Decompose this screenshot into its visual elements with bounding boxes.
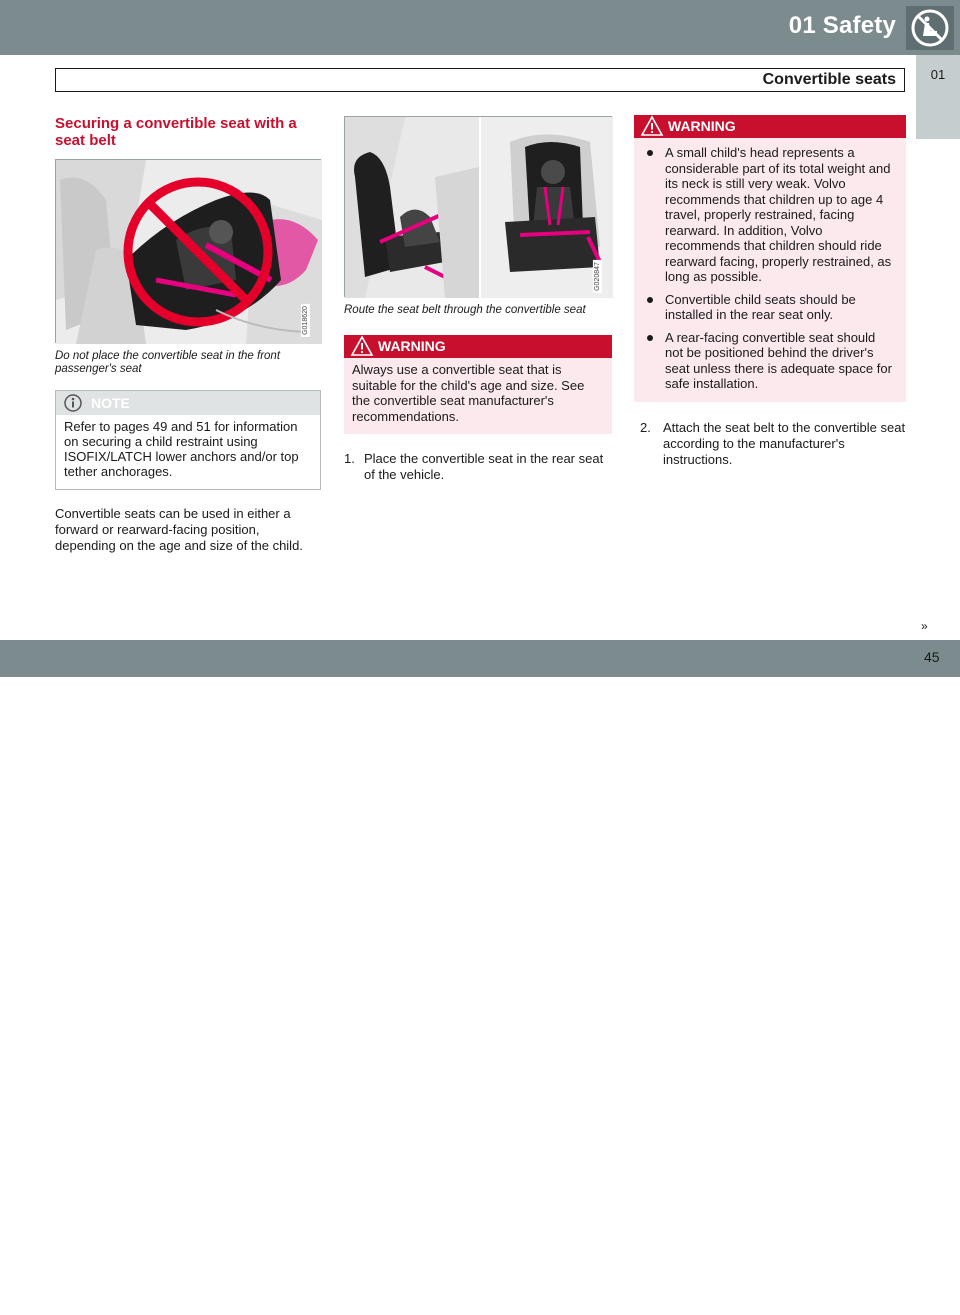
warning-triangle-icon xyxy=(351,336,373,356)
chapter-title: 01 Safety xyxy=(788,12,896,39)
section-heading: Securing a convertible seat with a seat belt xyxy=(55,115,297,149)
no-child-seat-icon xyxy=(906,6,954,50)
belt-routing-illustration xyxy=(345,117,613,298)
chapter-side-tab xyxy=(916,55,960,139)
figure-front-seat-prohibited xyxy=(55,159,321,343)
header-band xyxy=(0,0,960,55)
warning-box xyxy=(634,115,906,402)
figure-seat-belt-routing xyxy=(344,116,612,297)
page-number: 45 xyxy=(924,649,940,665)
continue-arrows: » xyxy=(921,619,925,633)
warning-header xyxy=(344,335,612,358)
instruction-step-2 xyxy=(634,420,906,468)
note-text: Refer to pages 49 and 51 for information on securing a child restraint using ISOFIX/LATCH lower anchors and/or top tether anchorages. xyxy=(64,419,299,479)
front-seat-illustration xyxy=(56,160,322,344)
warning-label: WARNING xyxy=(668,118,736,134)
column-3 xyxy=(634,115,906,468)
warning-bullet: A small child's head represents a considerable part of its total weight and its neck is still very weak. Volvo recommends that children up to age 4 travel, properly restrained, facing rearward. In addition, Volvo recommends that children should ride rearward facing, properly restrained, as long as possible. xyxy=(642,145,896,285)
warning-triangle-icon xyxy=(641,116,663,136)
warning-text: Always use a convertible seat that is suitable for the child's age and size. See the convertible seat manufacturer's recommendations. xyxy=(352,362,585,424)
warning-label: WARNING xyxy=(378,338,446,354)
step-number: 2. xyxy=(640,419,651,435)
warning-bullet: Convertible child seats should be installed in the rear seat only. xyxy=(642,292,896,323)
warning-header xyxy=(634,115,906,138)
instruction-step-1 xyxy=(344,451,612,483)
step-text: Place the convertible seat in the rear seat of the vehicle. xyxy=(364,451,604,482)
note-label: NOTE xyxy=(91,395,130,411)
figure-caption: Route the seat belt through the convertible seat xyxy=(344,304,586,316)
note-header xyxy=(56,391,320,415)
step-text: Attach the seat belt to the convertible seat according to the manufacturer's instructions. xyxy=(663,419,906,467)
intro-paragraph: Convertible seats can be used in either a forward or rearward-facing position, depending on the age and size of the child. xyxy=(55,506,303,553)
step-number: 1. xyxy=(344,451,355,466)
warning-bullet: A rear-facing convertible seat should not be positioned behind the driver's seat unless there is adequate space for safe installation. xyxy=(642,330,896,392)
chapter-tab-label: 01 xyxy=(930,67,946,82)
figure-caption: Do not place the convertible seat in the front passenger's seat xyxy=(55,350,281,375)
footer-band xyxy=(0,640,960,1314)
info-icon xyxy=(64,394,82,412)
section-title-bar xyxy=(55,68,905,92)
figure-code: G020847 xyxy=(593,262,601,291)
warning-bullets xyxy=(634,138,906,402)
figure-code: G018620 xyxy=(301,306,309,335)
section-title: Convertible seats xyxy=(762,71,896,88)
column-2 xyxy=(344,115,612,483)
watermark: carmanualsonline.info xyxy=(565,1284,852,1314)
column-1 xyxy=(55,115,321,554)
warning-box xyxy=(344,335,612,434)
note-box xyxy=(55,390,321,490)
